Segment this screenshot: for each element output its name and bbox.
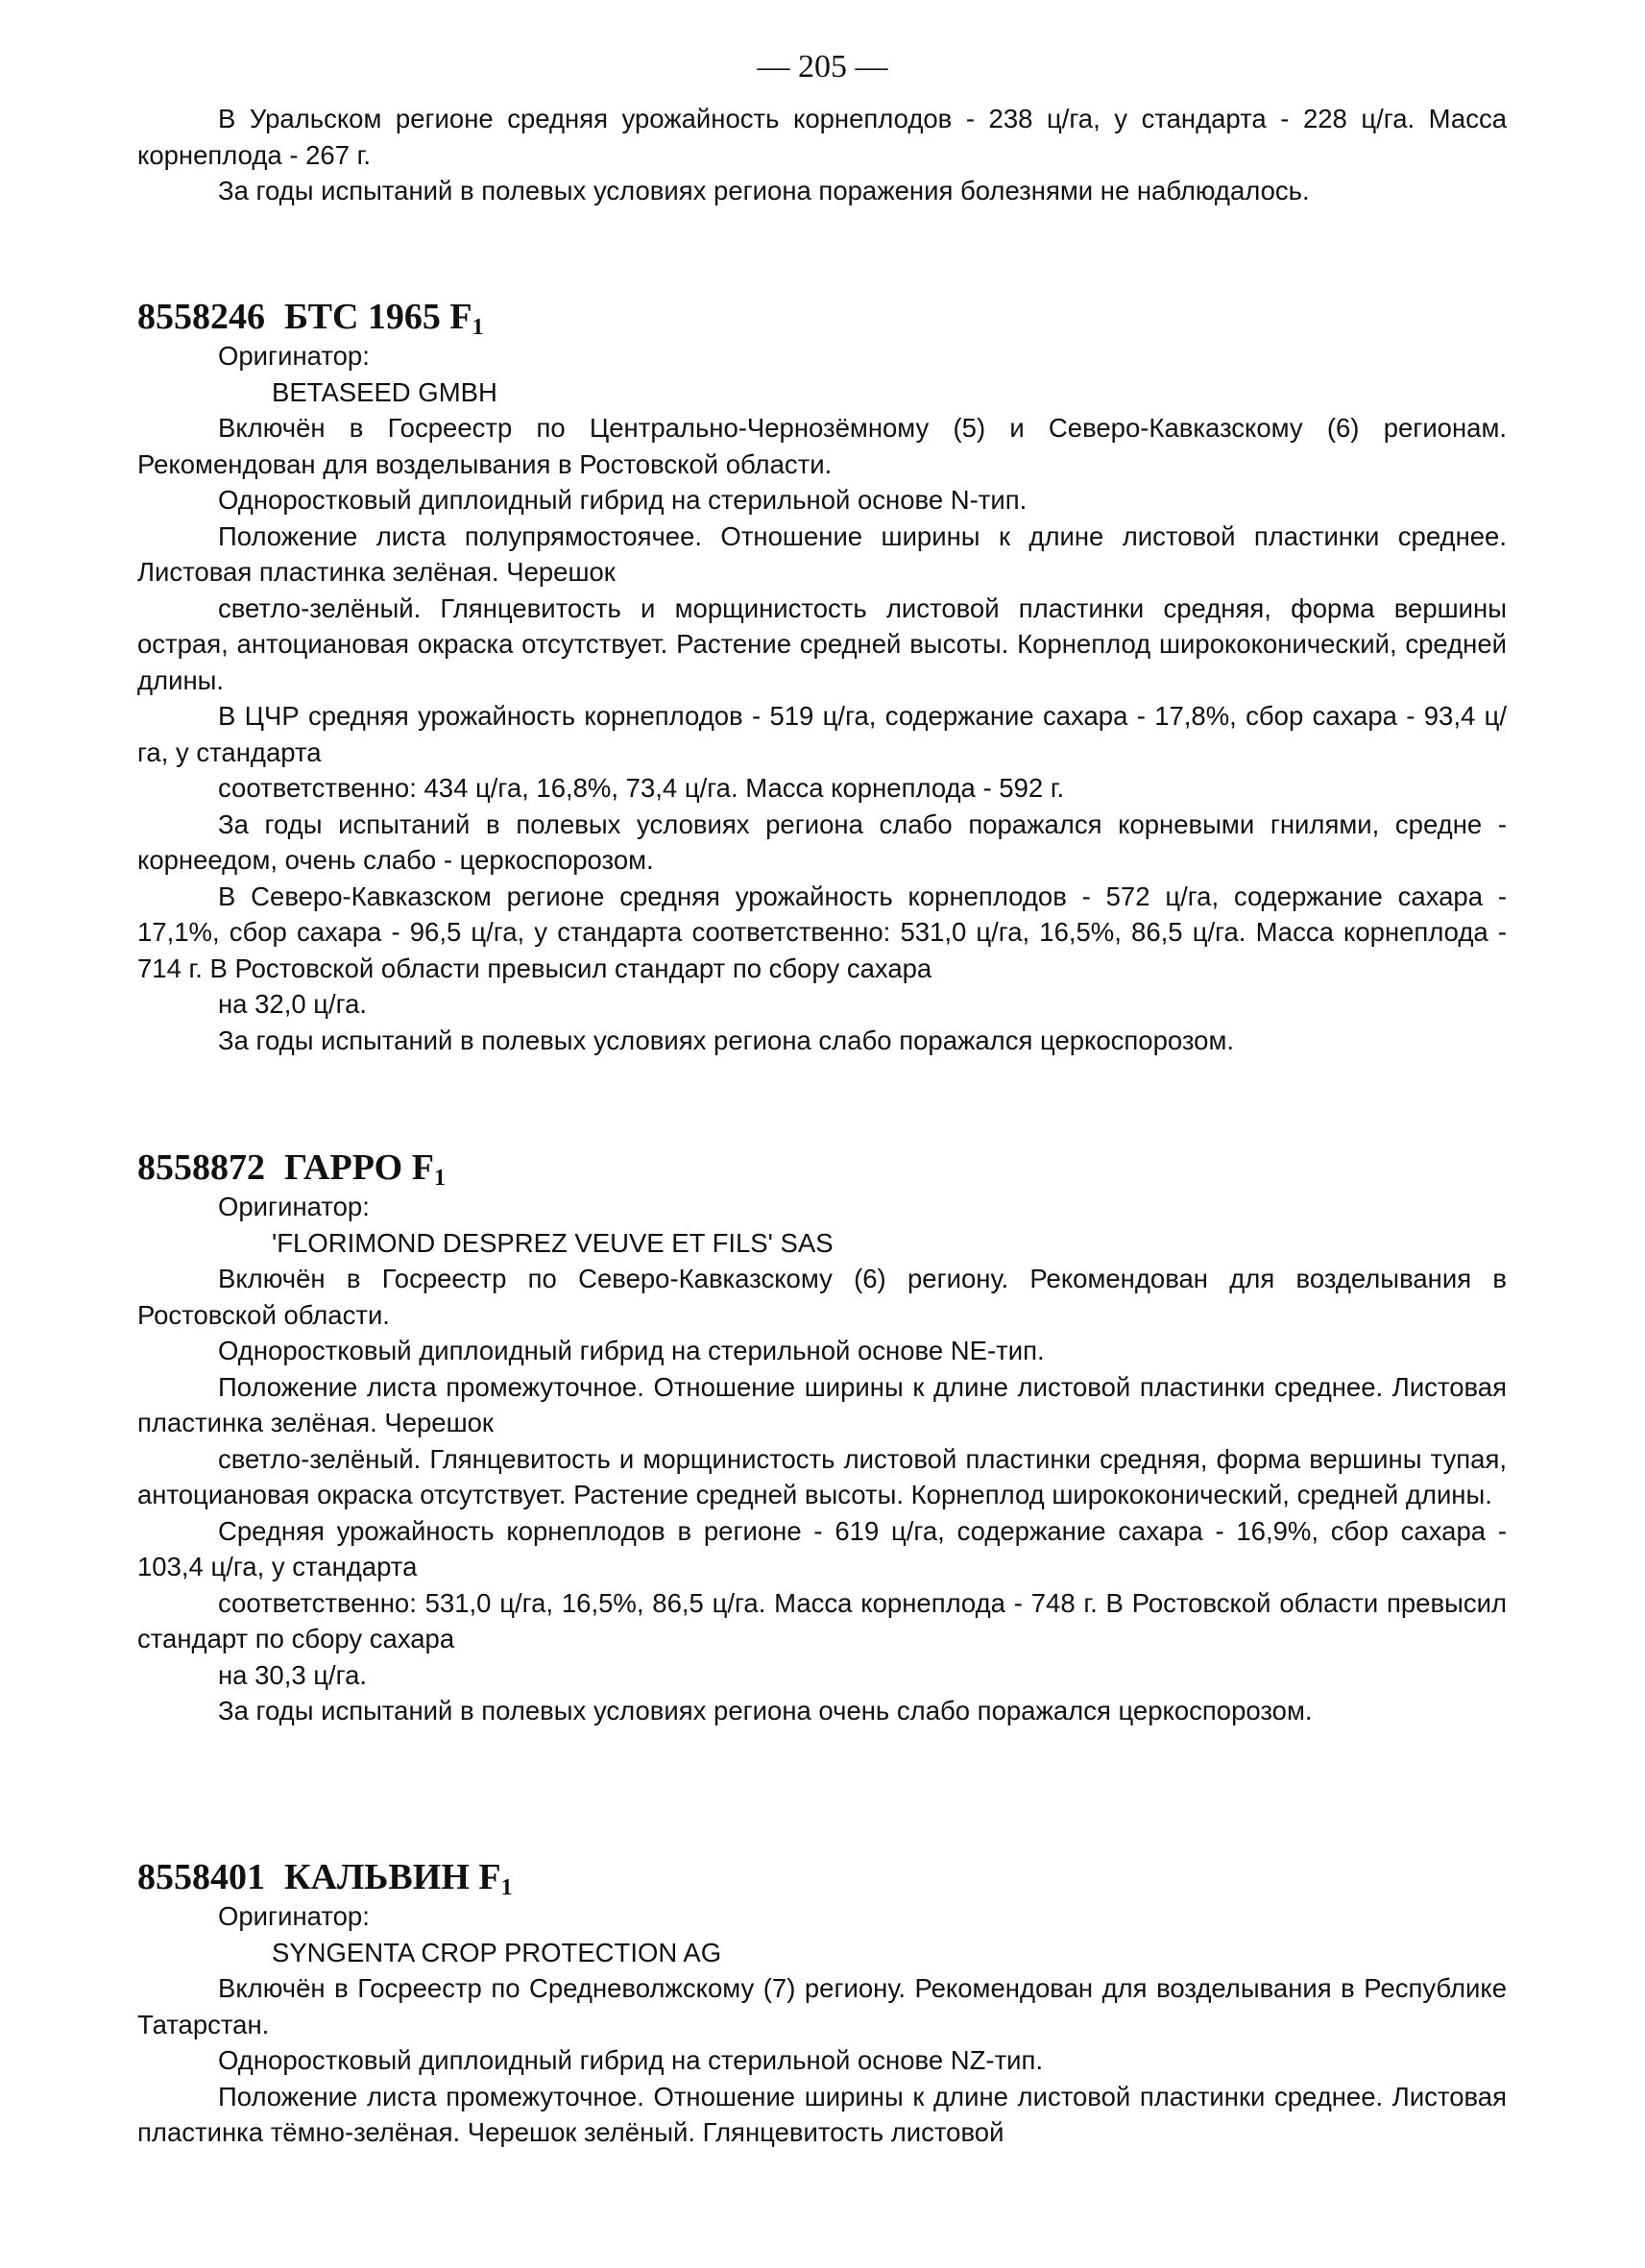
paragraph: За годы испытаний в полевых условиях региона очень слабо поражался церкоспорозом.	[218, 1696, 1313, 1725]
originator-name: SYNGENTA CROP PROTECTION AG	[272, 1937, 722, 1967]
paragraph: В Уральском регионе средняя урожайность корнеплодов - 238 ц/га, у стандарта - 228 ц/га. Масса корнеплода - 267 г.	[137, 104, 1507, 170]
variety-subscript: 1	[500, 1875, 513, 1900]
variety-subscript: 1	[472, 315, 484, 340]
paragraph: на 30,3 ц/га.	[218, 1659, 368, 1690]
paragraph: Положение листа промежуточное. Отношение ширины к длине листовой пластинки среднее. Листовая пластинка тёмно-зелёная. Черешок зелёный. Глянцевитость листовой	[137, 2081, 1507, 2147]
variety-number: 8558246	[137, 297, 265, 337]
originator-label: Оригинатор:	[218, 341, 370, 371]
variety-subscript: 1	[433, 1166, 446, 1191]
paragraph: Одноростковый диплоидный гибрид на стерильной основе NZ-тип.	[218, 2045, 1044, 2075]
paragraph: Положение листа полупрямостоячее. Отношение ширины к длине листовой пластинки среднее. Листовая пластинка зелёная. Черешок	[137, 520, 1507, 587]
paragraph: соответственно: 531,0 ц/га, 16,5%, 86,5 ц/га. Масса корнеплода - 748 г. В Ростовской области превысил стандарт по сбору сахара	[137, 1587, 1507, 1653]
paragraph: В Северо-Кавказском регионе средняя урожайность корнеплодов - 572 ц/га, содержание сахара - 17,1%, сбор сахара - 96,5 ц/га, у стандарта соответственно: 531,0 ц/га, 16,5%, 86,5 ц/га. Масса корнеплода - 714 г. В Ростовской области превысил стандарт по сбору сахара	[137, 881, 1507, 983]
paragraph: Включён в Госреестр по Центрально-Чернозёмному (5) и Северо-Кавказскому (6) регионам. Рекомендован для возделывания в Ростовской области.	[137, 413, 1507, 479]
paragraph: За годы испытаний в полевых условиях региона слабо поражался корневыми гнилями, средне - корнеедом, очень слабо - церкоспорозом.	[137, 808, 1507, 875]
paragraph: на 32,0 ц/га.	[218, 989, 368, 1019]
originator-label: Оригинатор:	[218, 1901, 370, 1931]
variety-entry	[137, 296, 1507, 1058]
paragraph: Средняя урожайность корнеплодов в регионе - 619 ц/га, содержание сахара - 16,9%, сбор сахара - 103,4 ц/га, у стандарта	[137, 1515, 1507, 1581]
paragraph: светло-зелёный. Глянцевитость и морщинистость листовой пластинки средняя, форма вершины острая, антоциановая окраска отсутствует. Растение средней высоты. Корнеплод ширококонический, средней длины.	[137, 592, 1507, 695]
page-number: — 205 —	[757, 49, 888, 84]
paragraph: Одноростковый диплоидный гибрид на стерильной основе N-тип.	[218, 485, 1028, 515]
variety-entry	[137, 1856, 1507, 2151]
paragraph: светло-зелёный. Глянцевитость и морщинистость листовой пластинки средняя, форма вершины тупая, антоциановая окраска отсутствует. Растение средней высоты. Корнеплод ширококонический, средней длины.	[137, 1443, 1507, 1509]
variety-name: БТС 1965 F	[284, 297, 472, 337]
originator-name: 'FLORIMOND DESPREZ VEUVE ET FILS' SAS	[272, 1227, 834, 1258]
variety-heading	[137, 1856, 1507, 1898]
paragraph: Включён в Госреестр по Северо-Кавказскому (6) региону. Рекомендован для возделывания в Ростовской области.	[137, 1264, 1507, 1330]
variety-number: 8558401	[137, 1857, 265, 1897]
paragraph: За годы испытаний в полевых условиях региона поражения болезнями не наблюдалось.	[218, 176, 1310, 205]
variety-entry	[137, 1146, 1507, 1729]
variety-heading	[137, 296, 1507, 338]
variety-name: КАЛЬВИН F	[284, 1857, 501, 1897]
paragraph: соответственно: 434 ц/га, 16,8%, 73,4 ц/га. Масса корнеплода - 592 г.	[218, 773, 1065, 803]
paragraph: В ЦЧР средняя урожайность корнеплодов - 519 ц/га, содержание сахара - 17,8%, сбор сахара - 93,4 ц/га, у стандарта	[137, 701, 1507, 767]
paragraph: Включён в Госреестр по Средневолжскому (7) региону. Рекомендован для возделывания в Республике Татарстан.	[137, 1973, 1507, 2039]
paragraph: Положение листа промежуточное. Отношение ширины к длине листовой пластинки среднее. Листовая пластинка зелёная. Черешок	[137, 1371, 1507, 1437]
variety-number: 8558872	[137, 1147, 265, 1188]
paragraph: Одноростковый диплоидный гибрид на стерильной основе NE-тип.	[218, 1336, 1045, 1365]
originator-label: Оригинатор:	[218, 1192, 370, 1221]
originator-name: BETASEED GMBH	[272, 376, 497, 407]
intro-block	[137, 101, 1507, 209]
variety-name: ГАРРО F	[284, 1147, 434, 1188]
variety-heading	[137, 1146, 1507, 1189]
paragraph: За годы испытаний в полевых условиях региона слабо поражался церкоспорозом.	[218, 1025, 1235, 1055]
